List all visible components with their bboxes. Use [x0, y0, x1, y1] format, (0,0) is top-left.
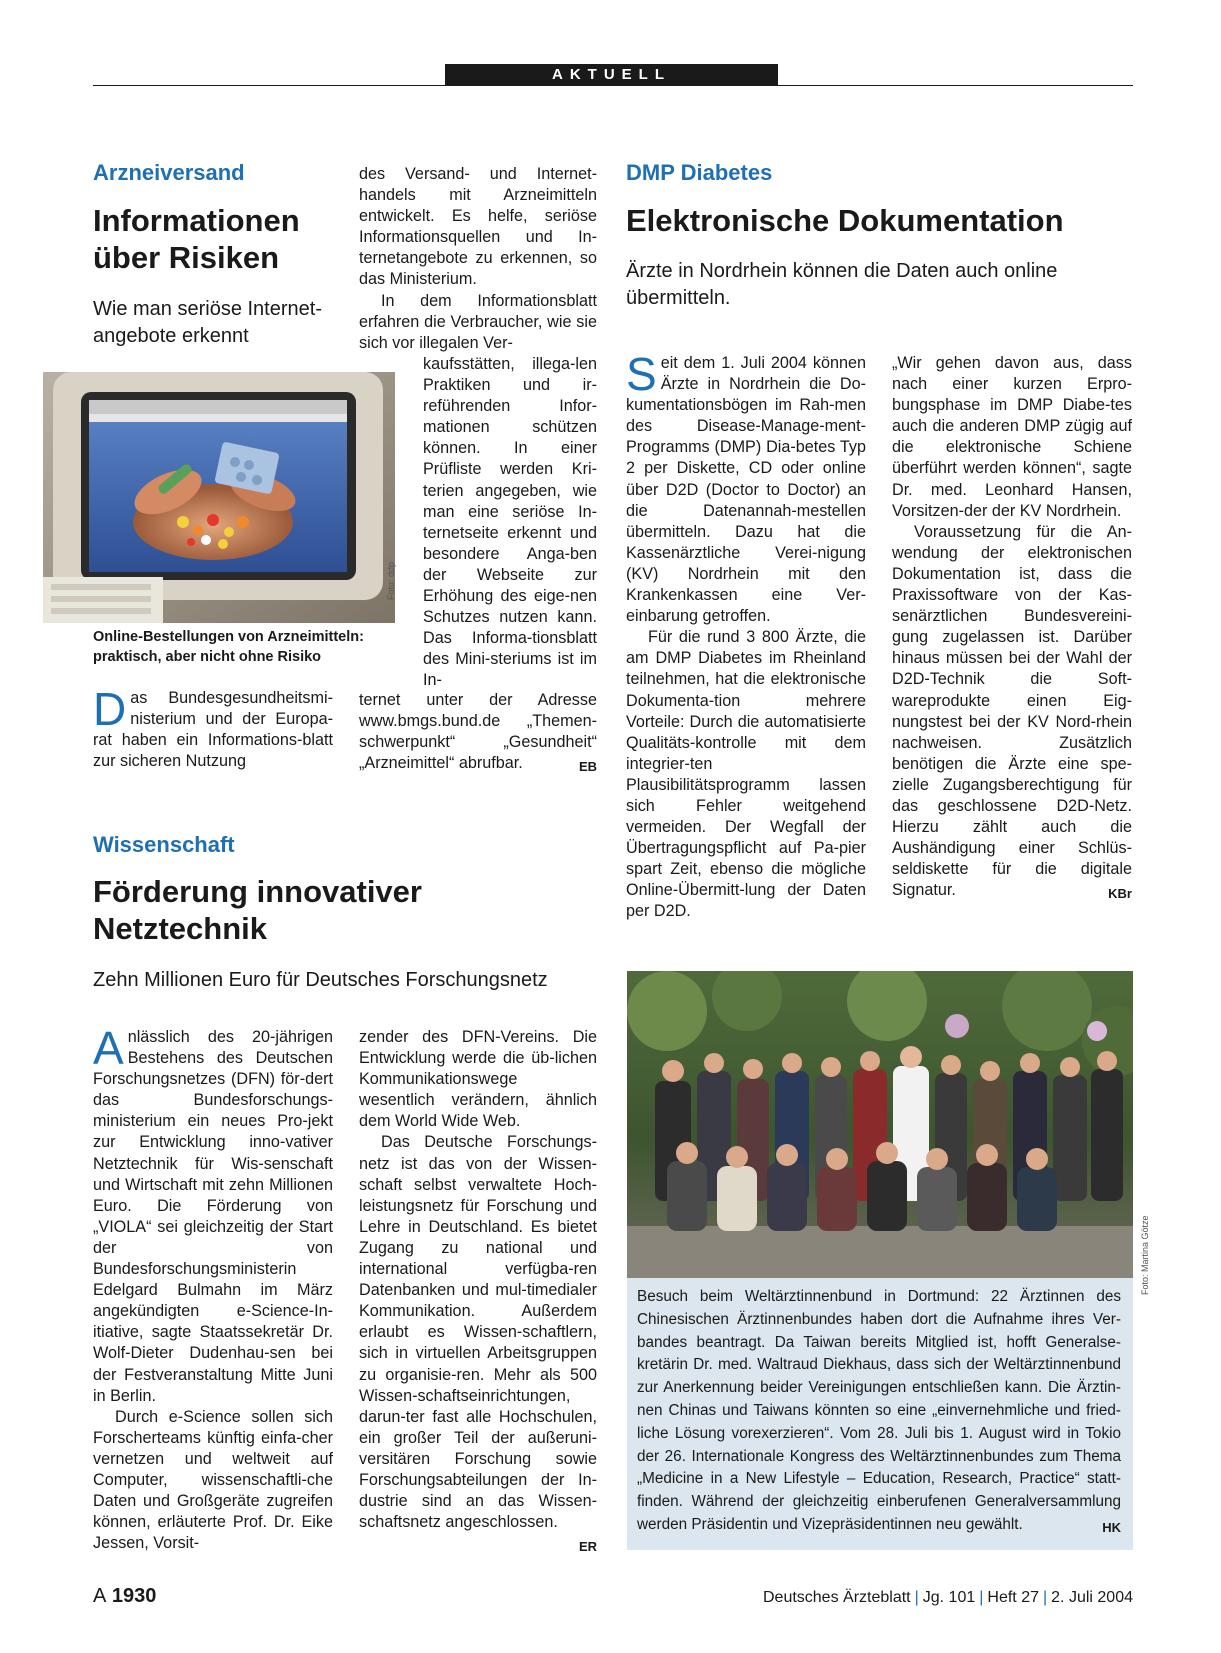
monitor-pills-image [43, 372, 395, 623]
article3-headline-line1: Förderung innovativer [93, 874, 422, 909]
article1-col2-p2b: kaufsstätten, illega-len Praktiken und ir-reführenden Infor-mationen schützen können. In einer Prüfliste werden Kri-terien angegeben, wie man eine seriöse In-ternetseite erkennt und besondere Anga-ben der Webseite zur Erhöhung des eige-nen Schutzes nutzen kann. Das Informa-tionsblatt des Mini-steriums ist im In- [423, 355, 597, 690]
header-rule [93, 85, 1133, 86]
article2-subhead [626, 258, 1057, 312]
article1-photo-credit: Foto: ddp [386, 561, 396, 600]
article1-headline [93, 202, 300, 276]
article1-col2b [423, 354, 597, 692]
article3-dropcap: A [93, 1022, 124, 1074]
article3-signature: ER [578, 1539, 597, 1555]
article1-subhead [93, 296, 322, 350]
article1-signature: EB [578, 759, 597, 775]
group-caption [637, 1286, 1121, 1540]
footer-journal-info: Deutsches Ärzteblatt | Jg. 101 | Heft 27 | 2. Juli 2004 [762, 1589, 1133, 1606]
footer-journal: Deutsches Ärzteblatt [762, 1589, 911, 1606]
group-photo-credit: Foto: Martina Götze [1140, 1215, 1150, 1295]
article3-col2 [359, 1027, 597, 1557]
article3-col1 [93, 1022, 333, 1554]
article2-kicker: DMP Diabetes [626, 160, 773, 185]
article2-headline: Elektronische Dokumentation [626, 203, 1064, 238]
article1-dropcap: D [93, 683, 127, 735]
article2-col1 [626, 348, 866, 923]
article3-col1-p1: nlässlich des 20-jährigen Bestehens des Deutschen Forschungsnetzes (DFN) för-dert das Bundesforschungs-ministerium ein neues Pro-jekt zur Entwicklung inno-vativer Netztechnik für Wis-senschaft und Wirtschaft mit zehn Millionen Euro. Die Förderung von „VIOLA“ sei gleichzeitig der Start der von Bundesforschungsministerin Edelgard Bulmahn im März angekündigten e-Science-In-itiative, sagte Staatssekretär Dr. Wolf-Dieter Dudenhau-sen bei der Festveranstaltung Mitte Juni in Berlin. [93, 1028, 333, 1405]
article1-kicker: Arzneiversand [93, 160, 245, 185]
article1-subhead-line2: angebote erkennt [93, 325, 249, 347]
article2-col2-p1: „Wir gehen davon aus, dass nach einer kurzen Erpro-bungsphase im DMP Diabe-tes auch die anderen DMP zügig auf die elektronische Schiene überführt werden können“, sagte Dr. med. Leonhard Hansen, Vorsitzen-der der KV Nordrhein. [892, 354, 1132, 520]
article1-col2a [359, 164, 597, 354]
article3-col1-p2: Durch e-Science sollen sich Forscherteams künftig einfa-cher vernetzen und weltweit auf Computer, wissenschaftli-che Daten und Großgeräte zugreifen können, erläuterte Prof. Dr. Eike Jessen, Vorsit- [93, 1407, 333, 1553]
article2-col1-p2: Für die rund 3 800 Ärzte, die am DMP Diabetes im Rheinland teilnehmen, hat die elektronische Dokumenta-tion mehrere Vorteile: Durch die automatisierte Qualitäts-kontrolle mit dem integrier-ten Plausibilitätsprogramm lassen sich Fehler weitgehend vermeiden. Der Wegfall der Übertragungspflicht auf Pa-pier spart Zeit, ebenso die mögliche Online-Übermitt-lung der Daten per D2D. [626, 628, 866, 921]
group-caption-text: Besuch beim Weltärztinnenbund in Dortmund: 22 Ärztinnen des Chinesischen Ärztinnenbundes haben dort die Aufnahme ihres Ver-bandes beantragt. Da Taiwan bereits Mitglied ist, hofft Generalse-kretärin Dr. med. Waltraud Diekhaus, dass sich der Weltärztinnenbund zur Anerkennung beider Vereinigungen entschließen kann. Die Ärztin-nen Chinas und Taiwans könnten so eine „einvernehmliche und fried-liche Lösung vorexerzieren“. Vom 28. Juli bis 1. August wird in Tokio der 26. Internationale Kongress des Weltärztinnenbundes zum Thema „Medicine in a New Lifestyle – Education, Research, Practice“ statt-finden. Während der gleichzeitig einberufenen Generalversammlung werden Präsidentin und Vizepräsidentinnen neu gewählt. [637, 1288, 1121, 1533]
page-prefix: A [93, 1585, 107, 1607]
article1-caption [93, 627, 364, 667]
section-label: AKTUELL [445, 64, 778, 86]
footer-issue: Heft 27 [987, 1589, 1039, 1606]
footer-date: 2. Juli 2004 [1051, 1589, 1133, 1606]
article3-kicker: Wissenschaft [93, 832, 235, 857]
article2-dropcap: S [626, 348, 657, 400]
article2-signature: KBr [1108, 886, 1132, 902]
page-number [93, 1585, 156, 1608]
article4-signature: HK [1102, 1519, 1121, 1535]
article1-col2-p2c: ternet unter der Adresse www.bmgs.bund.de „Themen-schwerpunkt“ „Gesundheit“ „Arzneimittel“ abrufbar. [359, 691, 597, 773]
article3-headline-line2: Netztechnik [93, 911, 267, 946]
article3-col2-p2: Das Deutsche Forschungs-netz ist das von der Wissen-schaft selbst verwaltete Hoch-leistungsnetz für Forschung und Lehre in Deutschland. Es bietet Zugang zu national und international verfügba-ren Datenbanken und mul-timedialer Kommunikation. Außerdem erlaubt es Wissen-schaftlern, sich in virtuellen Arbeitsgruppen zu organisie-ren. Mehr als 500 Wissen-schaftseinrichtungen, darun-ter fast alle Hochschulen, ein großer Teil der außeruni-versitären Forschung sowie Forschungsabteilungen der In-dustrie sind an das Wissen-schaftsnetz angeschlossen. [359, 1133, 597, 1532]
article1-photo [43, 372, 395, 623]
article3-subhead: Zehn Millionen Euro für Deutsches Forschungsnetz [93, 969, 548, 991]
article1-col1-text: as Bundesgesundheitsmi-nisterium und der Europa-rat haben ein Informations-blatt zur sicheren Nutzung [93, 689, 333, 771]
article1-col2-p1: des Versand- und Internet-handels mit Arzneimitteln entwickelt. Es helfe, seriöse Informationsquellen und In-ternetangebote zu erkennen, so das Ministerium. [359, 165, 597, 289]
article1-caption-line2: praktisch, aber nicht ohne Risiko [93, 649, 322, 665]
article1-col2c [359, 690, 597, 777]
article1-headline-line2: über Risiken [93, 240, 280, 275]
page-number-value: 1930 [111, 1585, 157, 1607]
article1-headline-line1: Informationen [93, 203, 300, 238]
article2-col2 [892, 353, 1132, 904]
article3-headline [93, 873, 422, 947]
article1-col1 [93, 683, 333, 772]
footer-volume: Jg. 101 [922, 1589, 976, 1606]
group-photo-image [627, 971, 1133, 1278]
article1-col2-p2a: In dem Informationsblatt erfahren die Verbraucher, wie sie sich vor illegalen Ver- [359, 291, 597, 352]
article3-col2-p1: zender des DFN-Vereins. Die Entwicklung werde die üb-lichen Kommunikationswege wesentlich verändern, ähnlich dem World Wide Web. [359, 1028, 597, 1131]
article1-subhead-line1: Wie man seriöse Internet- [93, 298, 322, 320]
article2-subhead-line1: Ärzte in Nordrhein können die Daten auch online [626, 260, 1058, 282]
article2-col2-p2: Voraussetzung für die An-wendung der elektronischen Dokumentation ist, dass die Praxissoftware von der Kas-senärztlichen Bundesvereini-gung zugelassen ist. Darüber hinaus müssen bei der Wahl der D2D-Technik die Soft-wareprodukte einen Eig-nungstest bei der KV Nord-rhein nachweisen. Zusätzlich benötigen die Ärzte eine spe-zielle Zugangsberechtigung für das geschlossene D2D-Netz. Hierzu zählt auch die Aushändigung einer Schlüs-seldiskette für die digitale Signatur. [892, 522, 1132, 900]
article2-col1-p1: eit dem 1. Juli 2004 können Ärzte in Nordrhein die Do-kumentationsbögen im Rah-men des Disease-Manage-ment-Programms (DMP) Dia-betes Typ 2 per Diskette, CD oder online über D2D (Doctor to Doctor) an die Datenannah-mestellen übermitteln. Dazu hat die Kassenärztliche Verei-nigung (KV) Nordrhein mit den Krankenkassen eine Ver-einbarung getroffen. [626, 354, 866, 626]
article2-subhead-line2: übermitteln. [626, 287, 731, 309]
article1-caption-line1: Online-Bestellungen von Arzneimitteln: [93, 629, 364, 645]
group-photo [627, 971, 1133, 1278]
